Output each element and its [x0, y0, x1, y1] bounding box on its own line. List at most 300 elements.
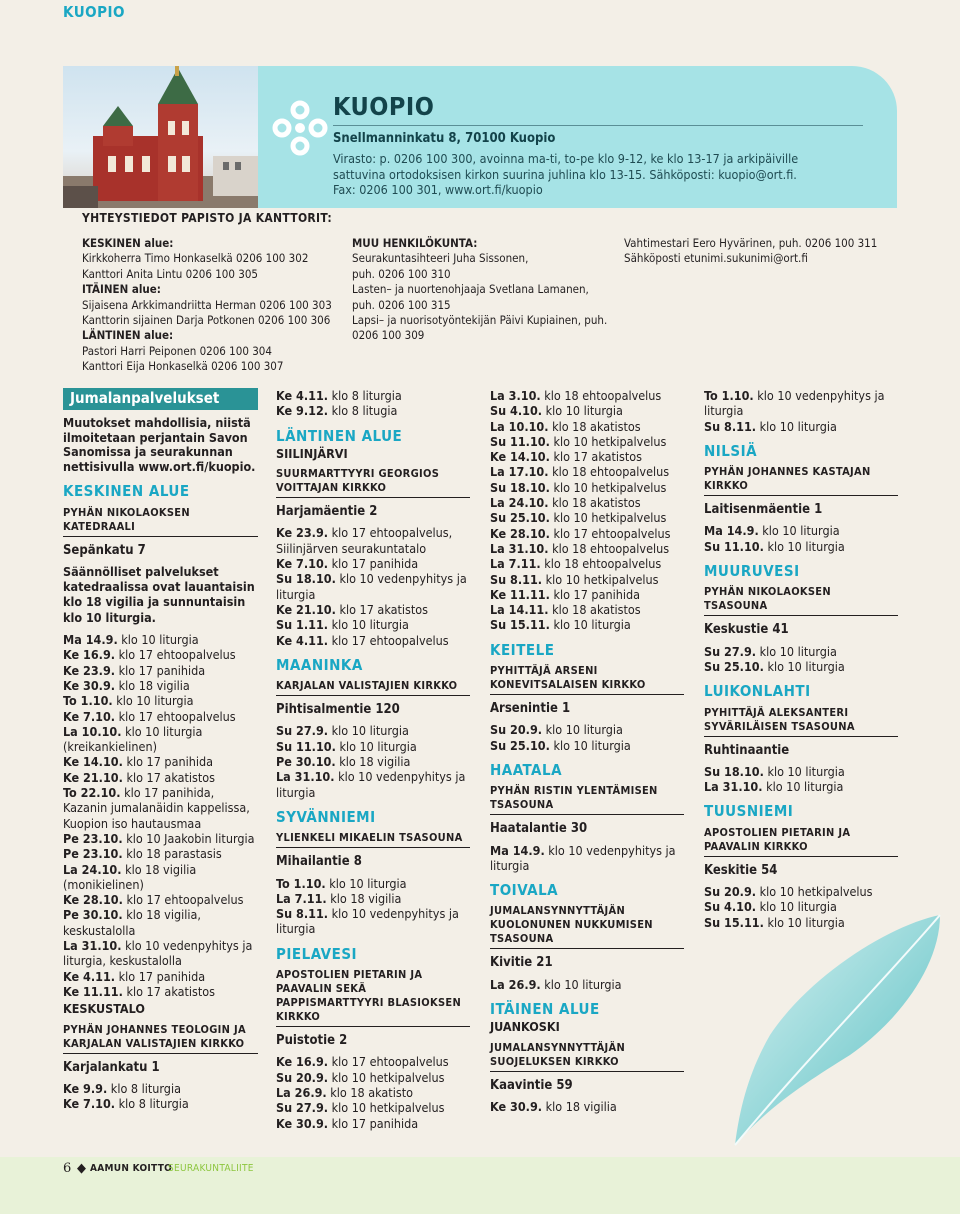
office-info — [333, 151, 873, 198]
area-heading: NILSIÄ — [704, 441, 758, 460]
service-date: Su 27.9. — [276, 1100, 329, 1116]
service-entry — [276, 525, 470, 556]
subarea-heading: SIILINJÄRVI — [276, 445, 348, 461]
service-entry — [276, 876, 470, 891]
office-line: Virasto: p. 0206 100 300, avoinna ma-ti, to-pe klo 9-12, ke klo 13-17 ja arkipäiville — [333, 151, 799, 166]
service-date: Ke 7.10. — [276, 556, 329, 572]
area-heading: TOIVALA — [490, 881, 559, 900]
church-name: KARJALAN VALISTAJIEN KIRKKO — [276, 679, 470, 696]
service-date: Su 25.10. — [704, 658, 764, 674]
service-description: klo 10 Jaakobin liturgia — [122, 830, 255, 846]
church-address: Kivitie 21 — [490, 955, 553, 971]
contact-line: Seurakuntasihteeri Juha Sissonen, — [352, 251, 529, 266]
service-date: La 7.11. — [490, 556, 541, 572]
service-description: klo 10 hetkipalvelus — [328, 1069, 445, 1085]
service-description: klo 17 ehtoopalvelus — [549, 525, 671, 541]
contacts-title: YHTEYSTIEDOT PAPISTO JA KANTTORIT: — [82, 211, 332, 225]
church-address: Haatalantie 30 — [490, 821, 588, 837]
service-description: klo 17 panihida — [115, 662, 206, 678]
service-entry — [490, 722, 684, 737]
service-entry — [704, 388, 898, 419]
service-description: klo 18 parastasis — [122, 846, 222, 862]
service-description: klo 18 akatistos — [548, 495, 641, 511]
service-description: klo 10 liturgia — [112, 693, 194, 709]
service-entry — [276, 1054, 470, 1069]
service-description: klo 17 ehtoopalvelus — [328, 632, 449, 648]
service-date: Ke 21.10. — [276, 601, 336, 617]
area-heading: SYVÄNNIEMI — [276, 807, 376, 826]
church-address: Harjamäentie 2 — [276, 504, 378, 520]
church-address: Keskitie 54 — [704, 862, 778, 878]
service-description: klo 10 hetkipalvelus — [328, 1100, 445, 1116]
service-description: klo 10 liturgia — [542, 722, 623, 738]
church-address: Arsenintie 1 — [490, 701, 571, 717]
service-description: klo 18 vigilia — [115, 677, 190, 693]
service-description: klo 10 hetkipalvelus — [549, 433, 667, 449]
service-description: klo 10 liturgia — [756, 418, 837, 434]
service-entry — [276, 403, 470, 418]
church-address: Mihailantie 8 — [276, 854, 362, 870]
service-entry — [276, 1085, 470, 1100]
service-description: klo 17 panihida, Kazanin jumalanäidin kappelissa, Kuopion iso hautausmaa — [63, 785, 250, 831]
contact-line: Kanttori Eija Honkaselkä 0206 100 307 — [82, 359, 284, 374]
service-description: klo 18 akatistos — [548, 602, 641, 618]
service-description: klo 10 liturgia — [756, 643, 837, 659]
service-entry — [490, 572, 684, 587]
service-date: Su 20.9. — [704, 884, 757, 900]
service-entry — [63, 678, 258, 693]
service-date: Pe 30.10. — [276, 754, 336, 770]
service-description: klo 10 liturgia — [328, 617, 409, 633]
subarea-heading: JUANKOSKI — [490, 1019, 560, 1035]
church-address: Ruhtinaantie — [704, 742, 790, 758]
contact-line: Pastori Harri Peiponen 0206 100 304 — [82, 343, 272, 358]
service-entry — [276, 1070, 470, 1085]
service-description: klo 17 panihida — [328, 1115, 419, 1131]
service-date: La 31.10. — [490, 540, 549, 556]
service-entry — [276, 739, 470, 754]
contact-line: Lasten– ja nuortenohjaaja Svetlana Lamanen, — [352, 282, 589, 297]
service-date: Su 18.10. — [276, 571, 336, 587]
service-date: Su 15.11. — [490, 617, 550, 633]
service-entry — [63, 1081, 258, 1096]
service-description: klo 8 liturgia — [328, 388, 402, 403]
service-note: Säännölliset palvelukset katedraalissa ovat lauantaisin klo 18 vigilia ja sunnuntaisin klo 10 liturgia. — [63, 563, 255, 625]
service-description: klo 17 ehtoopalvelus — [115, 647, 236, 663]
church-photo — [63, 66, 258, 208]
service-date: Su 8.11. — [490, 571, 543, 587]
service-description: klo 10 liturgia — [328, 723, 409, 739]
service-description: klo 8 litugia — [328, 403, 398, 419]
contact-line: 0206 100 309 — [352, 328, 425, 343]
service-entry — [63, 632, 258, 647]
office-line: sattuvina ortodoksisen kirkon suurina juhlina klo 13-15. Sähköposti: kuopio@ort.fi. — [333, 166, 797, 182]
service-entry — [704, 764, 898, 779]
service-entry — [276, 769, 470, 800]
service-entry — [276, 602, 470, 617]
area-heading: KEITELE — [490, 640, 555, 659]
service-description: klo 10 liturgia — [763, 914, 845, 930]
service-entry — [490, 510, 684, 525]
service-date: Ke 9.12. — [276, 403, 329, 419]
service-date: Pe 23.10. — [63, 830, 123, 846]
service-date: La 14.11. — [490, 602, 549, 618]
service-date: La 24.10. — [63, 861, 122, 877]
service-description: klo 17 akatistos — [122, 983, 216, 999]
service-date: Ke 30.9. — [276, 1115, 329, 1131]
service-description: klo 10 hetkipalvelus — [756, 884, 873, 900]
service-entry — [704, 523, 898, 538]
page-number: 6 — [63, 1161, 72, 1176]
service-description: klo 10 vedenpyhitys ja liturgia — [276, 571, 467, 602]
service-date: Su 18.10. — [704, 763, 764, 779]
service-date: Su 11.10. — [704, 538, 764, 554]
service-description: klo 10 liturgia — [335, 738, 417, 754]
contact-heading: ITÄINEN alue: — [82, 282, 161, 297]
service-entry — [490, 526, 684, 541]
service-date: La 10.10. — [63, 723, 122, 739]
service-entry — [490, 541, 684, 556]
service-date: Su 4.10. — [704, 899, 757, 915]
service-entry — [704, 539, 898, 554]
contact-line: Kirkkoherra Timo Honkaselkä 0206 100 302 — [82, 251, 309, 266]
contact-line: Sähköposti etunimi.sukunimi@ort.fi — [624, 251, 808, 266]
service-entry — [490, 602, 684, 617]
area-heading: PIELAVESI — [276, 944, 358, 963]
church-name: JUMALANSYNNYTTÄJÄN KUOLONUNEN NUKKUMISEN TSASOUNA — [490, 904, 684, 949]
service-description: klo 10 liturgia (kreikankielinen) — [63, 723, 203, 755]
contact-line: puh. 0206 100 310 — [352, 266, 451, 281]
service-date: Su 20.9. — [276, 1069, 329, 1085]
service-date: Su 15.11. — [704, 914, 764, 930]
church-name: PYHITTÄJÄ ALEKSANTERI SYVÄRILÄISEN TSASOUNA — [704, 706, 898, 737]
service-description: klo 10 hetkipalvelus — [549, 479, 667, 495]
service-date: To 1.10. — [276, 875, 326, 891]
contact-line: Kanttori Anita Lintu 0206 100 305 — [82, 266, 258, 281]
service-description: klo 10 liturgia — [763, 538, 845, 554]
service-description: klo 10 liturgia — [540, 976, 622, 992]
church-name: JUMALANSYNNYTTÄJÄN SUOJELUKSEN KIRKKO — [490, 1041, 684, 1072]
service-entry — [276, 723, 470, 738]
service-entry — [63, 647, 258, 662]
services-column-4 — [704, 388, 898, 930]
service-date: Ke 11.11. — [490, 586, 550, 602]
service-entry — [704, 419, 898, 434]
contact-line: Lapsi– ja nuorisotyöntekijän Päivi Kupiainen, puh. — [352, 313, 608, 328]
church-address: Sepänkatu 7 — [63, 542, 146, 558]
service-date: Pe 23.10. — [63, 846, 123, 862]
service-description: klo 10 liturgia — [763, 763, 845, 779]
service-description: klo 10 liturgia — [549, 617, 631, 633]
spacer — [63, 625, 258, 632]
service-entry — [276, 891, 470, 906]
service-date: La 24.10. — [490, 495, 549, 511]
service-description: klo 18 ehtoopalvelus — [540, 388, 662, 403]
parish-title: KUOPIO — [333, 92, 435, 121]
service-date: Ke 21.10. — [63, 769, 123, 785]
contact-line: Kanttorin sijainen Darja Potkonen 0206 100 306 — [82, 313, 331, 328]
service-description: klo 18 vigilia — [326, 890, 402, 906]
church-address: Laitisenmäentie 1 — [704, 502, 823, 518]
church-name: PYHÄN JOHANNES TEOLOGIN JA KARJALAN VALISTAJIEN KIRKKO — [63, 1023, 258, 1054]
service-date: To 1.10. — [704, 388, 754, 403]
service-description: klo 10 liturgia — [762, 779, 844, 795]
service-description: klo 17 ehtoopalvelus, Siilinjärven seurakuntatalo — [276, 525, 453, 556]
service-description: klo 18 vigilia (monikielinen) — [63, 861, 197, 892]
service-description: klo 10 vedenpyhitys ja liturgia — [276, 906, 459, 937]
service-entry — [490, 587, 684, 602]
service-date: Ke 14.10. — [63, 754, 123, 770]
service-date: Ke 4.11. — [276, 632, 329, 648]
service-description: klo 10 liturgia — [117, 632, 199, 648]
service-description: klo 17 panihida — [328, 556, 419, 572]
church-name: PYHÄN NIKOLAOKSEN KATEDRAALI — [63, 506, 258, 537]
service-date: Ke 16.9. — [63, 647, 116, 663]
service-date: Su 11.10. — [276, 738, 336, 754]
service-entry — [490, 738, 684, 753]
service-entry — [63, 693, 258, 708]
service-date: Su 25.10. — [490, 510, 550, 526]
service-date: La 7.11. — [276, 890, 327, 906]
subarea-heading: KESKUSTALO — [63, 1001, 145, 1017]
service-entry — [63, 907, 258, 938]
church-name: YLIENKELI MIKAELIN TSASOUNA — [276, 831, 470, 848]
service-description: klo 8 liturgia — [115, 1096, 189, 1112]
service-date: Ke 4.11. — [276, 388, 329, 403]
service-entry — [490, 419, 684, 434]
service-entry — [63, 831, 258, 846]
service-date: Ke 23.9. — [276, 525, 329, 541]
area-heading: HAATALA — [490, 760, 563, 779]
service-description: klo 17 ehtoopalvelus — [122, 892, 244, 908]
service-entry — [63, 984, 258, 999]
service-date: Ke 23.9. — [63, 662, 116, 678]
service-date: Ke 30.9. — [490, 1098, 543, 1114]
services-column-2 — [276, 388, 470, 1131]
service-date: La 17.10. — [490, 464, 549, 480]
contacts-column-other — [624, 236, 914, 267]
service-entry — [490, 403, 684, 418]
service-description: klo 17 ehtoopalvelus — [328, 1054, 449, 1070]
service-description: klo 18 ehtoopalvelus — [548, 464, 670, 480]
service-date: Ke 11.11. — [63, 983, 123, 999]
service-date: Su 27.9. — [276, 723, 329, 739]
service-description: klo 10 hetkipalvelus — [549, 510, 667, 526]
church-address: Karjalankatu 1 — [63, 1059, 160, 1075]
service-date: Pe 30.10. — [63, 907, 123, 923]
service-date: Ke 16.9. — [276, 1054, 329, 1070]
service-description: klo 18 vigilia — [542, 1098, 617, 1114]
service-description: klo 10 liturgia — [763, 658, 845, 674]
service-description: klo 18 akatisto — [326, 1084, 413, 1100]
service-date: To 1.10. — [63, 693, 113, 709]
service-entry — [63, 969, 258, 984]
service-description: klo 17 panihida — [549, 586, 640, 602]
service-entry — [63, 724, 258, 755]
service-entry — [490, 556, 684, 571]
area-heading: KESKINEN ALUE — [63, 482, 190, 501]
service-entry — [276, 633, 470, 648]
service-date: Ma 14.9. — [63, 632, 118, 648]
service-date: Ke 14.10. — [490, 449, 550, 465]
service-date: Su 27.9. — [704, 643, 757, 659]
service-date: Ke 9.9. — [63, 1080, 108, 1096]
service-date: Ke 28.10. — [490, 525, 550, 541]
service-entry — [490, 434, 684, 449]
service-date: La 31.10. — [63, 938, 122, 954]
service-description: klo 10 liturgia — [756, 899, 837, 915]
service-entry — [63, 754, 258, 769]
service-description: klo 10 vedenpyhitys ja liturgia — [276, 769, 466, 800]
service-date: Ke 28.10. — [63, 892, 123, 908]
church-address: Kaavintie 59 — [490, 1077, 573, 1093]
service-entry — [63, 938, 258, 969]
service-description: klo 10 vedenpyhitys ja liturgia, keskustalolla — [63, 938, 253, 969]
service-entry — [276, 617, 470, 632]
service-description: klo 18 vigilia, keskustalolla — [63, 907, 201, 938]
service-description: klo 17 akatistos — [122, 769, 216, 785]
area-heading: ITÄINEN ALUE — [490, 1000, 600, 1019]
service-entry — [490, 480, 684, 495]
service-description: klo 8 liturgia — [107, 1080, 181, 1096]
service-description: klo 18 akatistos — [548, 418, 641, 434]
service-entry — [490, 449, 684, 464]
service-date: Su 1.11. — [276, 617, 329, 633]
service-description: klo 17 akatistos — [335, 601, 429, 617]
service-entry — [63, 785, 258, 831]
service-entry — [63, 709, 258, 724]
service-description: klo 10 vedenpyhitys ja liturgia — [490, 842, 676, 873]
service-description: klo 18 vigilia — [335, 754, 411, 770]
service-date: To 22.10. — [63, 785, 121, 801]
church-address: Keskustie 41 — [704, 622, 789, 638]
service-description: klo 10 hetkipalvelus — [542, 571, 659, 587]
service-entry — [276, 754, 470, 769]
service-date: Su 18.10. — [490, 479, 550, 495]
service-entry — [490, 495, 684, 510]
church-name: APOSTOLIEN PIETARIN JA PAAVALIN SEKÄ PAPPISMARTTYYRI BLASIOKSEN KIRKKO — [276, 968, 470, 1027]
church-name: PYHITTÄJÄ ARSENI KONEVITSALAISEN KIRKKO — [490, 664, 684, 695]
contact-heading: KESKINEN alue: — [82, 236, 174, 250]
service-date: Su 8.11. — [276, 906, 329, 922]
area-heading: MUURUVESI — [704, 562, 800, 581]
office-line: Fax: 0206 100 301, www.ort.fi/kuopio — [333, 182, 543, 197]
feather-decoration — [640, 905, 960, 1155]
service-date: La 26.9. — [276, 1084, 327, 1100]
service-description: klo 17 akatistos — [549, 449, 643, 465]
service-date: Ke 4.11. — [63, 968, 116, 984]
contacts-column-clergy — [82, 236, 352, 375]
service-entry — [276, 571, 470, 602]
services-intro: Muutokset mahdollisia, niistä ilmoitetaan perjantain Savon Sanomissa ja seurakunnan nettisivulla www.ort.fi/kuopio. — [63, 415, 256, 474]
publication-section: SEURAKUNTALIITE — [168, 1163, 254, 1174]
service-entry — [276, 388, 470, 403]
service-entry — [63, 770, 258, 785]
service-entry — [63, 846, 258, 861]
area-heading: LUIKONLAHTI — [704, 682, 811, 701]
service-entry — [490, 617, 684, 632]
service-entry — [276, 1116, 470, 1131]
service-date: Ma 14.9. — [704, 523, 759, 539]
service-entry — [490, 464, 684, 479]
service-description: klo 17 ehtoopalvelus — [115, 708, 236, 724]
contact-heading: LÄNTINEN alue: — [82, 328, 174, 343]
service-entry — [704, 779, 898, 794]
service-description: klo 18 ehtoopalvelus — [548, 540, 670, 556]
service-date: La 10.10. — [490, 418, 549, 434]
contact-line: puh. 0206 100 315 — [352, 297, 451, 312]
service-entry — [490, 388, 684, 403]
services-label: Jumalanpalvelukset — [63, 388, 258, 410]
service-date: Su 8.11. — [704, 418, 757, 434]
service-description: klo 10 liturgia — [758, 523, 840, 539]
service-entry — [490, 843, 684, 874]
service-description: klo 10 liturgia — [549, 737, 631, 753]
church-name: PYHÄN JOHANNES KASTAJAN KIRKKO — [704, 465, 898, 496]
contact-line: Sijaisena Arkkimandriitta Herman 0206 100 303 — [82, 297, 332, 312]
service-entry — [704, 659, 898, 674]
contacts-column-staff — [352, 236, 622, 344]
service-date: Su 25.10. — [490, 737, 550, 753]
service-date: La 26.9. — [490, 976, 541, 992]
service-description: klo 10 liturgia — [542, 403, 623, 419]
footer-separator: ◆ — [77, 1161, 86, 1176]
service-date: Ke 7.10. — [63, 1096, 116, 1112]
service-entry — [704, 644, 898, 659]
service-entry — [63, 663, 258, 678]
contact-line: Vahtimestari Eero Hyvärinen, puh. 0206 100 311 — [624, 236, 878, 250]
publication-name: AAMUN KOITTO — [90, 1163, 173, 1174]
service-entry — [63, 1096, 258, 1111]
service-entry — [276, 1100, 470, 1115]
service-description: klo 17 panihida — [122, 754, 213, 770]
service-date: La 3.10. — [490, 388, 541, 403]
service-entry — [63, 892, 258, 907]
service-date: Su 11.10. — [490, 433, 550, 449]
service-description: klo 10 liturgia — [325, 875, 407, 891]
church-name: APOSTOLIEN PIETARIN JA PAAVALIN KIRKKO — [704, 826, 898, 857]
service-date: Ma 14.9. — [490, 842, 545, 858]
service-entry — [704, 884, 898, 899]
service-entry — [63, 862, 258, 893]
service-date: Ke 30.9. — [63, 677, 116, 693]
service-date: Su 4.10. — [490, 403, 543, 419]
service-date: La 31.10. — [276, 769, 335, 785]
service-description: klo 17 panihida — [115, 968, 206, 984]
service-description: klo 18 ehtoopalvelus — [540, 556, 662, 572]
area-heading: MAANINKA — [276, 655, 363, 674]
church-name: SUURMARTTYYRI GEORGIOS VOITTAJAN KIRKKO — [276, 467, 470, 498]
contact-heading: MUU HENKILÖKUNTA: — [352, 236, 478, 250]
church-name: PYHÄN RISTIN YLENTÄMISEN TSASOUNA — [490, 784, 684, 815]
header-divider — [333, 125, 863, 126]
service-description: klo 10 vedenpyhitys ja liturgia — [704, 388, 885, 419]
service-date: La 31.10. — [704, 779, 763, 795]
church-address: Puistotie 2 — [276, 1033, 348, 1049]
parish-address: Snellmanninkatu 8, 70100 Kuopio — [333, 131, 556, 146]
services-column-1 — [63, 388, 258, 1111]
church-address: Pihtisalmentie 120 — [276, 702, 400, 718]
flower-ornament-icon — [270, 98, 330, 158]
service-entry — [276, 906, 470, 937]
section-label: KUOPIO — [63, 3, 125, 21]
area-heading: LÄNTINEN ALUE — [276, 426, 403, 445]
service-entry — [276, 556, 470, 571]
church-name: PYHÄN NIKOLAOKSEN TSASOUNA — [704, 585, 898, 616]
service-date: Su 20.9. — [490, 722, 543, 738]
service-date: Ke 7.10. — [63, 708, 116, 724]
area-heading: TUUSNIEMI — [704, 802, 794, 821]
